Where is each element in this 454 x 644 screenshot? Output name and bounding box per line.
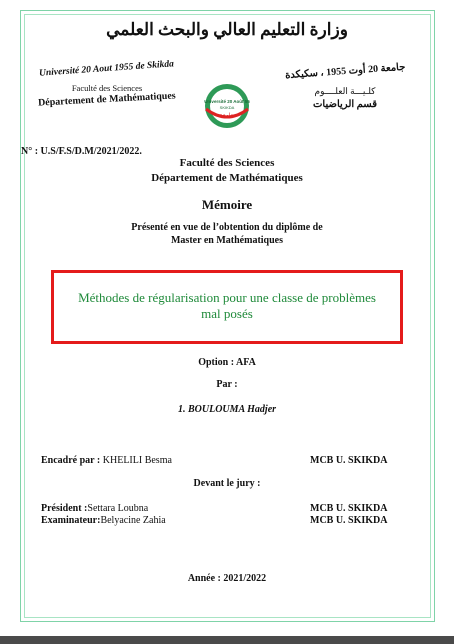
thesis-title-box	[51, 270, 403, 344]
left-faculty: Faculté des Sciences	[71, 83, 143, 93]
author-name: 1. BOULOUMA Hadjer	[177, 404, 277, 415]
option-line: Option : AFA	[198, 357, 256, 368]
right-department: قسم الرياضيات	[313, 99, 377, 110]
jury-member-name: Belyacine Zahia	[100, 515, 166, 526]
right-header	[275, 61, 415, 110]
presented-line-1: Présenté en vue de l’obtention du diplôme de	[131, 222, 323, 233]
thesis-title	[54, 290, 400, 322]
jury-member-examiner	[41, 515, 166, 526]
par-line: Par :	[216, 379, 238, 390]
jury-member-affiliation: MCB U. SKIKDA	[310, 503, 388, 514]
jury-role-label: Président :	[41, 503, 88, 514]
reference-number: N° : U.S/F.S/D.M/2021/2022.	[21, 146, 142, 157]
jury-member-affiliation: MCB U. SKIKDA	[310, 515, 388, 526]
right-faculty: كلـيـــة العلــــوم	[314, 86, 376, 96]
jury-member-name: Settara Loubna	[87, 503, 149, 514]
supervisor-label: Encadré par :	[41, 455, 101, 466]
arabic-ministry-title: وزارة التعليم العالي والبحث العلمي	[106, 20, 348, 39]
faculty-heading: Faculté des Sciences	[179, 157, 275, 169]
presented-line-2: Master en Mathématiques	[170, 235, 284, 246]
jury-role-label: Examinateur:	[41, 515, 101, 526]
jury-member-president	[41, 503, 148, 514]
jury-heading: Devant le jury :	[193, 478, 261, 489]
left-header	[22, 59, 192, 109]
thesis-title-line-2: mal posés	[201, 306, 253, 321]
supervisor-affiliation: MCB U. SKIKDA	[310, 455, 388, 466]
academic-year: Année : 2021/2022	[187, 573, 267, 584]
left-university-name: Université 20 Aout 1955 de Skikda	[39, 59, 175, 79]
document-type: Mémoire	[201, 197, 253, 212]
bottom-bar	[0, 636, 454, 644]
right-university-name: جامعة 20 أوت 1955 ، سكيكدة	[284, 61, 406, 82]
logo-text: Université 20 Août 55	[204, 99, 250, 104]
university-logo	[197, 81, 257, 131]
thesis-title-line-1: Méthodes de régularisation pour une classe de problèmes	[78, 290, 376, 305]
department-heading: Département de Mathématiques	[151, 172, 303, 184]
left-department: Département de Mathématiques	[37, 90, 177, 109]
supervisor-row	[41, 455, 172, 466]
supervisor-name: KHELILI Besma	[102, 455, 172, 466]
logo-arabic: جامعة	[219, 112, 235, 119]
logo-subtext: SKIKDA	[219, 105, 235, 110]
